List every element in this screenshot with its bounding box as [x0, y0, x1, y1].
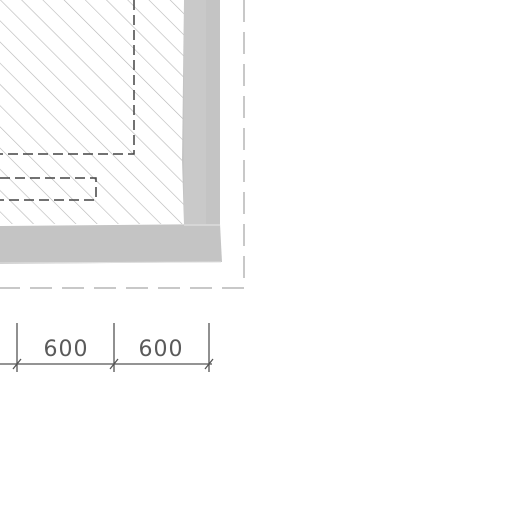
hatched-floor-area — [0, 0, 184, 224]
wall-right-inner-strip — [184, 0, 206, 225]
dimension-label-2: 600 — [138, 337, 184, 362]
wall-bottom — [0, 224, 222, 264]
dimension-label-1: 600 — [43, 337, 89, 362]
